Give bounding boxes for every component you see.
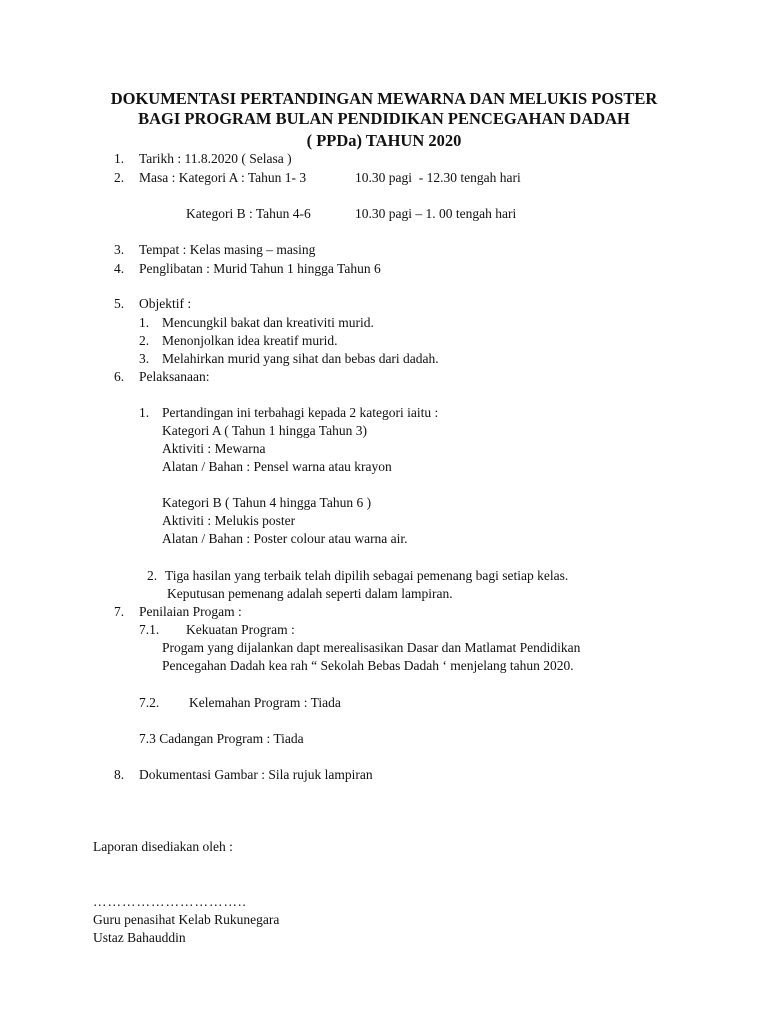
document-title-line-1: DOKUMENTASI PERTANDINGAN MEWARNA DAN MELUKIS POSTER	[110, 89, 658, 108]
penilaian-7-3-text: 7.3 Cadangan Program : Tiada	[139, 731, 304, 746]
penilaian-7-1-line: Progam yang dijalankan dapt merealisasikan Dasar dan Matlamat Pendidikan	[162, 640, 581, 655]
item-5-number: 5.	[114, 296, 125, 311]
objektif-3-text: Melahirkan murid yang sihat dan bebas dari dadah.	[162, 351, 439, 366]
item-8-number: 8.	[114, 767, 125, 782]
objektif-2-text: Menonjolkan idea kreatif murid.	[162, 333, 338, 348]
objektif-2-number: 2.	[139, 333, 150, 348]
item-masa-category-b: Kategori B : Tahun 4-6	[186, 206, 311, 221]
penilaian-7-1-number: 7.1.	[139, 622, 160, 637]
objektif-1-number: 1.	[139, 315, 150, 330]
penilaian-7-1-label: Kekuatan Program :	[186, 622, 295, 637]
pelaksanaan-1-line: Pertandingan ini terbahagi kepada 2 kategori iaitu :	[162, 405, 439, 420]
item-masa-time-b: 10.30 pagi – 1. 00 tengah hari	[355, 206, 517, 221]
objektif-1-text: Mencungkil bakat dan kreativiti murid.	[162, 315, 374, 330]
prepared-by-label: Laporan disediakan oleh :	[93, 839, 233, 854]
pelaksanaan-1b-line: Alatan / Bahan : Poster colour atau warna air.	[162, 531, 408, 546]
objektif-3-number: 3.	[139, 351, 150, 366]
pelaksanaan-2-number: 2.	[147, 568, 158, 583]
item-2-number: 2.	[114, 170, 125, 185]
pelaksanaan-1-line: Kategori A ( Tahun 1 hingga Tahun 3)	[162, 423, 367, 438]
item-4-number: 4.	[114, 261, 125, 276]
signature-dotted-line: …………………………..	[93, 894, 247, 909]
item-tempat: Tempat : Kelas masing – masing	[139, 242, 316, 257]
pelaksanaan-1-line: Alatan / Bahan : Pensel warna atau krayon	[162, 459, 392, 474]
item-6-number: 6.	[114, 369, 125, 384]
item-objektif: Objektif :	[139, 296, 192, 311]
item-penglibatan: Penglibatan : Murid Tahun 1 hingga Tahun 6	[139, 261, 381, 276]
item-masa-category-a: Masa : Kategori A : Tahun 1- 3	[139, 170, 307, 185]
item-dokumentasi: Dokumentasi Gambar : Sila rujuk lampiran	[139, 767, 373, 782]
signatory-role: Guru penasihat Kelab Rukunegara	[93, 912, 280, 927]
penilaian-7-1-line: Pencegahan Dadah kea rah “ Sekolah Bebas Dadah ‘ menjelang tahun 2020.	[162, 658, 574, 673]
pelaksanaan-1b-line: Kategori B ( Tahun 4 hingga Tahun 6 )	[162, 495, 372, 510]
item-7-number: 7.	[114, 604, 125, 619]
document-title-line-3: ( PPDa) TAHUN 2020	[306, 131, 462, 150]
pelaksanaan-1-number: 1.	[139, 405, 150, 420]
pelaksanaan-1b-line: Aktiviti : Melukis poster	[162, 513, 296, 528]
document-title-line-2: BAGI PROGRAM BULAN PENDIDIKAN PENCEGAHAN DADAH	[138, 109, 630, 128]
pelaksanaan-2-line: Keputusan pemenang adalah seperti dalam lampiran.	[167, 586, 453, 601]
pelaksanaan-2-line: Tiga hasilan yang terbaik telah dipilih sebagai pemenang bagi setiap kelas.	[165, 568, 569, 583]
item-tarikh: Tarikh : 11.8.2020 ( Selasa )	[139, 151, 292, 166]
item-masa-time-a: 10.30 pagi - 12.30 tengah hari	[355, 170, 521, 185]
item-3-number: 3.	[114, 242, 125, 257]
pelaksanaan-1-line: Aktiviti : Mewarna	[162, 441, 266, 456]
penilaian-7-2-label: Kelemahan Program : Tiada	[189, 695, 341, 710]
signatory-name: Ustaz Bahauddin	[93, 930, 186, 945]
item-pelaksanaan: Pelaksanaan:	[139, 369, 210, 384]
penilaian-7-2-number: 7.2.	[139, 695, 160, 710]
item-1-number: 1.	[114, 151, 125, 166]
item-penilaian: Penilaian Progam :	[139, 604, 242, 619]
